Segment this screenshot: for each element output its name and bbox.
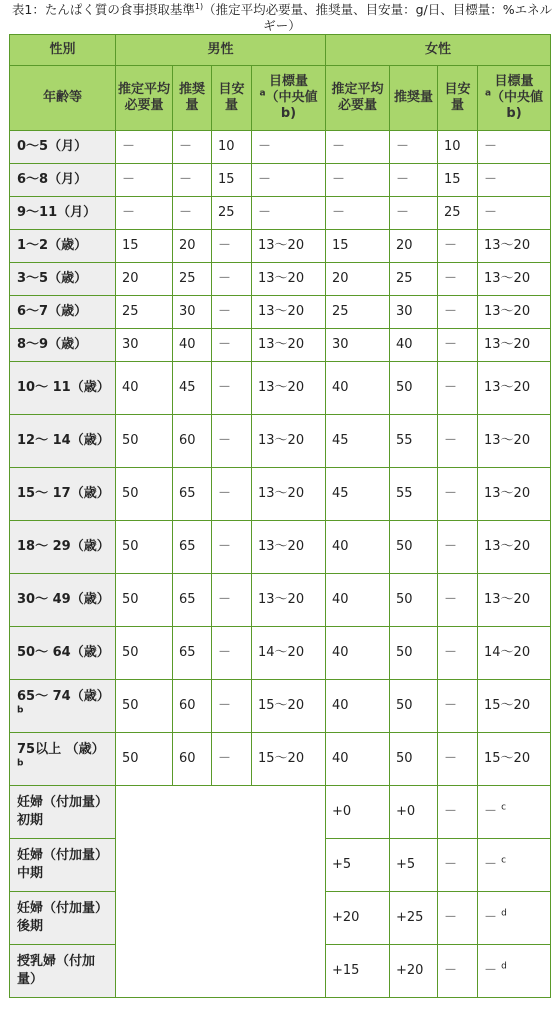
table-row	[10, 230, 551, 263]
female-cell: －	[438, 521, 478, 574]
female-cell: +5	[326, 839, 390, 892]
female-cell: 13～20	[478, 329, 551, 362]
female-cell: 40	[326, 680, 390, 733]
male-cell: －	[212, 263, 252, 296]
female-cell: －	[478, 197, 551, 230]
female-cell: 15	[438, 164, 478, 197]
row-age-label: 妊婦（付加量）中期	[10, 839, 116, 892]
female-cell: －	[478, 131, 551, 164]
male-cell: －	[116, 197, 173, 230]
header-male-ear: 推定平均必要量	[116, 66, 173, 131]
female-cell: －	[438, 627, 478, 680]
male-cell: 65	[173, 468, 212, 521]
table-row	[10, 680, 551, 733]
female-cell: 30	[326, 329, 390, 362]
table-row	[10, 468, 551, 521]
male-cell: －	[212, 415, 252, 468]
female-cell: +0	[390, 786, 438, 839]
female-cell: －	[390, 197, 438, 230]
male-cell: 10	[212, 131, 252, 164]
male-cell: 13～20	[252, 468, 326, 521]
male-cell: 40	[116, 362, 173, 415]
male-cell: 30	[116, 329, 173, 362]
female-cell: 13～20	[478, 468, 551, 521]
header-female: 女性	[326, 35, 551, 66]
table-row	[10, 263, 551, 296]
header-sex: 性別	[10, 35, 116, 66]
header-female-rda: 推奨量	[390, 66, 438, 131]
female-cell: +15	[326, 945, 390, 998]
male-cell: 50	[116, 680, 173, 733]
row-age-label: 18～ 29（歳）	[10, 521, 116, 574]
female-cell: 40	[326, 521, 390, 574]
male-cell: 15～20	[252, 733, 326, 786]
female-cell: －	[438, 263, 478, 296]
male-cell: 13～20	[252, 296, 326, 329]
table-row	[10, 415, 551, 468]
male-cell: －	[252, 197, 326, 230]
male-cell: 13～20	[252, 263, 326, 296]
female-cell: 13～20	[478, 296, 551, 329]
caption-footnote-mark: 1)	[194, 1, 204, 11]
male-cell: 13～20	[252, 415, 326, 468]
female-cell: － $^d$	[478, 945, 551, 998]
female-cell: 25	[438, 197, 478, 230]
female-cell: 14～20	[478, 627, 551, 680]
male-cell: 13～20	[252, 362, 326, 415]
female-cell: 45	[326, 468, 390, 521]
female-cell: －	[390, 164, 438, 197]
male-cell: 60	[173, 415, 212, 468]
male-cell: －	[252, 131, 326, 164]
male-cell: －	[212, 362, 252, 415]
female-cell: －	[438, 329, 478, 362]
female-cell: 55	[390, 415, 438, 468]
female-cell: 40	[390, 329, 438, 362]
male-cell: 15	[212, 164, 252, 197]
header-female-dg: 目標量 $^a$（中央値 b)	[478, 66, 551, 131]
female-cell: 30	[390, 296, 438, 329]
female-cell: －	[438, 230, 478, 263]
table-row	[10, 296, 551, 329]
female-cell: 10	[438, 131, 478, 164]
female-cell: －	[438, 892, 478, 945]
female-cell: －	[478, 164, 551, 197]
male-cell: 50	[116, 627, 173, 680]
row-age-label: 6～7（歳）	[10, 296, 116, 329]
male-cell: 65	[173, 521, 212, 574]
female-cell: 15	[326, 230, 390, 263]
female-cell: 45	[326, 415, 390, 468]
female-cell: －	[438, 415, 478, 468]
male-cell: －	[212, 329, 252, 362]
female-cell: －	[438, 786, 478, 839]
male-cell: －	[212, 680, 252, 733]
table-row	[10, 197, 551, 230]
female-cell: +20	[390, 945, 438, 998]
male-cell: 50	[116, 415, 173, 468]
table-row	[10, 164, 551, 197]
female-cell: 50	[390, 733, 438, 786]
row-age-label: 12～ 14（歳）	[10, 415, 116, 468]
row-age-label: 65～ 74（歳） $^b$	[10, 680, 116, 733]
header-male-ai: 目安量	[212, 66, 252, 131]
female-cell: 50	[390, 521, 438, 574]
female-cell: 15～20	[478, 680, 551, 733]
table-row	[10, 329, 551, 362]
male-cell: －	[212, 574, 252, 627]
header-female-ai: 目安量	[438, 66, 478, 131]
male-cell: 13～20	[252, 574, 326, 627]
female-cell: －	[438, 680, 478, 733]
female-cell: 50	[390, 680, 438, 733]
female-cell: 50	[390, 627, 438, 680]
female-cell: 40	[326, 733, 390, 786]
female-cell: －	[326, 197, 390, 230]
female-cell: － $^c$	[478, 839, 551, 892]
female-cell: －	[326, 164, 390, 197]
row-age-label: 8～9（歳）	[10, 329, 116, 362]
female-cell: －	[326, 131, 390, 164]
male-cell: 13～20	[252, 521, 326, 574]
row-age-label: 0～5（月）	[10, 131, 116, 164]
female-cell: 25	[326, 296, 390, 329]
row-age-label: 10～ 11（歳）	[10, 362, 116, 415]
female-cell: +0	[326, 786, 390, 839]
female-cell: －	[438, 296, 478, 329]
table-row	[10, 574, 551, 627]
row-age-label: 50～ 64（歳）	[10, 627, 116, 680]
male-cell: －	[212, 627, 252, 680]
female-cell: 25	[390, 263, 438, 296]
female-cell: － $^d$	[478, 892, 551, 945]
male-cell: 50	[116, 574, 173, 627]
female-cell: 40	[326, 574, 390, 627]
male-cell: －	[252, 164, 326, 197]
female-cell: 13～20	[478, 263, 551, 296]
row-age-label: 15～ 17（歳）	[10, 468, 116, 521]
header-female-ear: 推定平均必要量	[326, 66, 390, 131]
female-cell: 20	[326, 263, 390, 296]
row-age-label: 授乳婦（付加量）	[10, 945, 116, 998]
male-cell: 30	[173, 296, 212, 329]
female-cell: +20	[326, 892, 390, 945]
male-cell: 45	[173, 362, 212, 415]
female-cell: 50	[390, 362, 438, 415]
female-cell: 50	[390, 574, 438, 627]
row-age-label: 妊婦（付加量）後期	[10, 892, 116, 945]
male-cell: 15	[116, 230, 173, 263]
male-cell: －	[116, 131, 173, 164]
table-body	[10, 131, 551, 998]
female-cell: －	[438, 839, 478, 892]
male-cell: 15～20	[252, 680, 326, 733]
male-cell: 13～20	[252, 329, 326, 362]
table-row	[10, 521, 551, 574]
male-cell: －	[212, 230, 252, 263]
header-male-dg: 目標量 $^a$（中央値 b)	[252, 66, 326, 131]
table-row	[10, 131, 551, 164]
table-caption	[0, 0, 560, 34]
header-age: 年齢等	[10, 66, 116, 131]
female-cell: 20	[390, 230, 438, 263]
female-cell: 13～20	[478, 521, 551, 574]
female-cell: －	[438, 574, 478, 627]
male-cell: 25	[212, 197, 252, 230]
male-cell: 14～20	[252, 627, 326, 680]
table-row	[10, 627, 551, 680]
male-cell: 50	[116, 468, 173, 521]
male-cell: 40	[173, 329, 212, 362]
male-cell: 60	[173, 733, 212, 786]
male-cell: －	[173, 164, 212, 197]
female-cell: 40	[326, 627, 390, 680]
female-cell: 13～20	[478, 362, 551, 415]
row-age-label: 30～ 49（歳）	[10, 574, 116, 627]
male-cell: 65	[173, 627, 212, 680]
male-cell: 65	[173, 574, 212, 627]
male-cell: －	[212, 733, 252, 786]
table-row	[10, 786, 551, 839]
row-age-label: 75以上 （歳） $^b$	[10, 733, 116, 786]
male-cell: 20	[116, 263, 173, 296]
male-cell: 25	[116, 296, 173, 329]
male-cell: 50	[116, 521, 173, 574]
female-cell: 55	[390, 468, 438, 521]
female-cell: +5	[390, 839, 438, 892]
male-cell: －	[173, 131, 212, 164]
female-cell: －	[438, 468, 478, 521]
male-cell: －	[212, 521, 252, 574]
header-male: 男性	[116, 35, 326, 66]
female-cell: 13～20	[478, 230, 551, 263]
protein-intake-table	[9, 34, 551, 998]
caption-title: 表1：たんぱく質の食事摂取基準	[11, 2, 195, 17]
female-cell: － $^c$	[478, 786, 551, 839]
row-age-label: 3～5（歳）	[10, 263, 116, 296]
male-cell: 25	[173, 263, 212, 296]
female-cell: 15～20	[478, 733, 551, 786]
male-cell: －	[116, 164, 173, 197]
male-cell: 50	[116, 733, 173, 786]
female-cell: 40	[326, 362, 390, 415]
male-cell: 60	[173, 680, 212, 733]
male-empty-cell	[116, 786, 326, 998]
table-row	[10, 362, 551, 415]
male-cell: －	[212, 296, 252, 329]
row-age-label: 1～2（歳）	[10, 230, 116, 263]
caption-units: （推定平均必要量、推奨量、目安量：g/日、目標量：%エネルギー）	[203, 2, 553, 33]
female-cell: －	[390, 131, 438, 164]
female-cell: 13～20	[478, 574, 551, 627]
female-cell: －	[438, 362, 478, 415]
header-male-rda: 推奨量	[173, 66, 212, 131]
row-age-label: 妊婦（付加量）初期	[10, 786, 116, 839]
row-age-label: 9～11（月）	[10, 197, 116, 230]
row-age-label: 6～8（月）	[10, 164, 116, 197]
male-cell: －	[212, 468, 252, 521]
female-cell: 13～20	[478, 415, 551, 468]
table-row	[10, 733, 551, 786]
female-cell: +25	[390, 892, 438, 945]
female-cell: －	[438, 945, 478, 998]
male-cell: 20	[173, 230, 212, 263]
male-cell: －	[173, 197, 212, 230]
male-cell: 13～20	[252, 230, 326, 263]
female-cell: －	[438, 733, 478, 786]
